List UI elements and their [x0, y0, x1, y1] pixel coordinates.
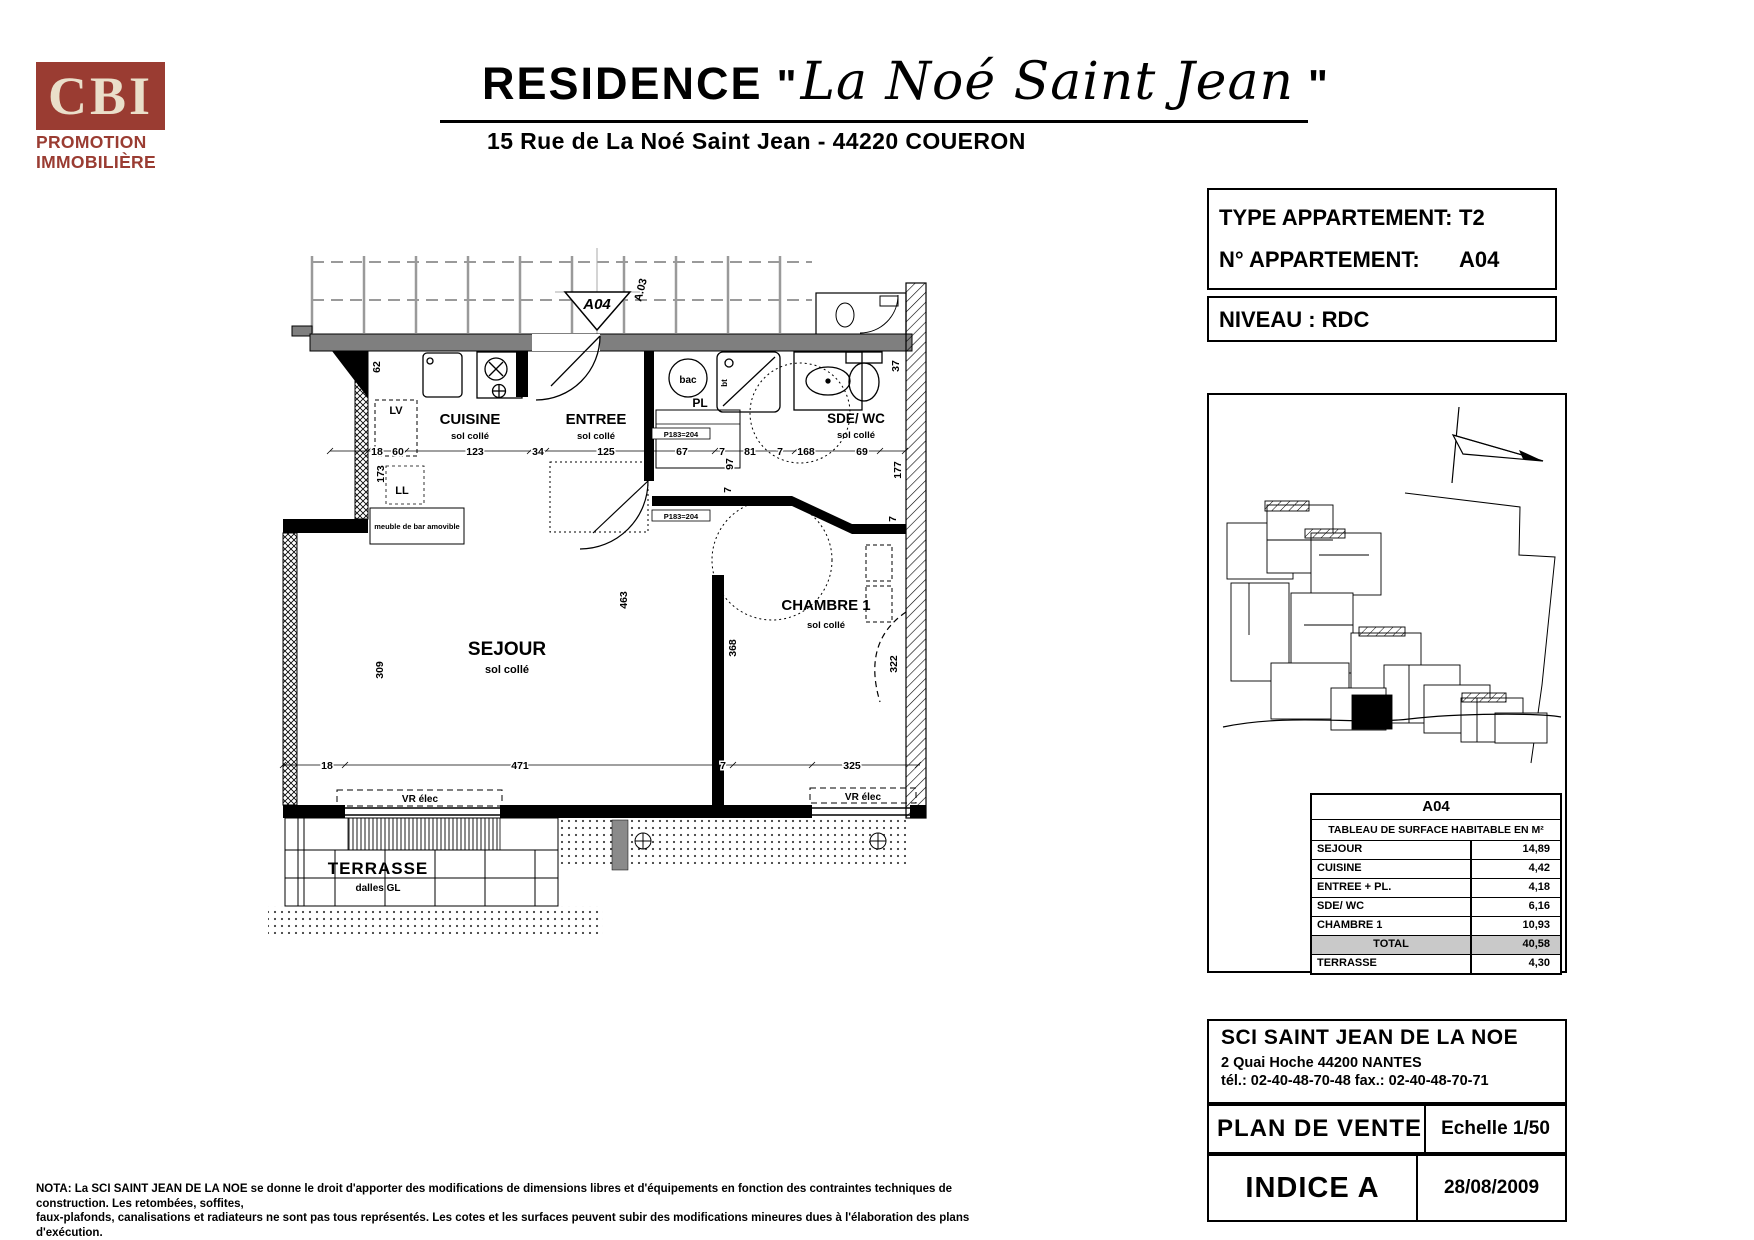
residence-address: 15 Rue de La Noé Saint Jean - 44220 COUERON [487, 128, 1026, 154]
dim: 177 [892, 461, 904, 479]
surface-table [1310, 793, 1562, 975]
residence-title [482, 52, 1332, 112]
row-value: 40,58 [1522, 938, 1550, 950]
right-wall [906, 283, 926, 818]
doc-indice: INDICE A [1209, 1156, 1418, 1220]
room-terrasse: TERRASSE [327, 859, 429, 878]
room-cuisine-floor: sol collé [450, 431, 490, 442]
firm-box [1207, 1019, 1567, 1104]
tub-label: bac [679, 375, 697, 386]
title-residence: RESIDENCE [482, 58, 763, 109]
dim: 7 [720, 760, 726, 772]
dim: 97 [724, 458, 736, 470]
dim: 67 [676, 446, 688, 458]
highlighted-unit-a04 [1352, 695, 1392, 729]
row-value: 4,18 [1528, 881, 1550, 893]
nota-line1: NOTA: La SCI SAINT JEAN DE LA NOE se donne le droit d'apporter des modifications de dimensions libres et d'équipements en fonction des contraintes techniques de construction. Les retombées, soffites, [36, 1183, 953, 1210]
dim: 368 [727, 639, 739, 657]
left-wall-upper [355, 351, 368, 519]
roller-shutter-label: VR élec [844, 792, 882, 803]
top-wall [310, 334, 912, 351]
table-row [1312, 955, 1560, 973]
room-sde-wc-floor: sol collé [836, 430, 876, 441]
room-entree-floor: sol collé [576, 431, 616, 442]
kitchen-sink [423, 353, 462, 397]
dim: 37 [890, 360, 902, 372]
dim: 471 [511, 760, 529, 772]
room-sde-wc: SDE/ WC [827, 411, 885, 426]
dim: 325 [843, 760, 861, 772]
bay-threshold [348, 818, 500, 850]
number-label: N° APPARTEMENT: [1219, 246, 1420, 272]
title-close-quote: " [1307, 61, 1328, 108]
firm-name: SCI SAINT JEAN DE LA NOE [1221, 1026, 1519, 1049]
title-apartment-name: La Noé Saint Jean [800, 52, 1294, 112]
dim: 34 [532, 446, 544, 458]
row-value: 14,89 [1522, 843, 1550, 855]
firm-address: 2 Quai Hoche 44200 NANTES [1221, 1055, 1422, 1071]
title-open-quote: " [776, 61, 797, 108]
dim: 18 [321, 760, 333, 772]
north-arrow-icon [1452, 407, 1543, 483]
dim: 173 [375, 465, 387, 483]
surface-table-subtitle: TABLEAU DE SURFACE HABITABLE EN M² [1312, 820, 1560, 841]
level-box: NIVEAU : RDC [1207, 296, 1557, 342]
nota-text [36, 1182, 976, 1240]
row-value: 10,93 [1522, 919, 1550, 931]
dim: 309 [374, 661, 386, 679]
surface-table-unit: A04 [1312, 795, 1560, 820]
logo-subtitle-line1: PROMOTION [36, 132, 147, 152]
exterior-band-bottom [268, 906, 603, 934]
type-label: TYPE APPARTEMENT: [1219, 205, 1453, 231]
door-tag: P183=204 [663, 512, 699, 521]
site-buildings [1223, 493, 1561, 763]
dim: 7 [719, 446, 725, 458]
closet-label: PL [692, 396, 708, 410]
dim: 18 [371, 446, 383, 458]
plan-de-vente-row [1207, 1104, 1567, 1154]
dim: 62 [371, 361, 383, 373]
firm-contacts: tél.: 02-40-48-70-48 fax.: 02-40-48-70-71 [1221, 1073, 1489, 1089]
dim: 60 [392, 446, 404, 458]
room-chambre: CHAMBRE 1 [781, 597, 871, 614]
table-row-total [1312, 936, 1560, 955]
dim: 7 [722, 487, 734, 493]
dim: 81 [744, 446, 756, 458]
row-label: CUISINE [1312, 860, 1472, 878]
room-sejour: SEJOUR [467, 639, 547, 660]
logo-subtitle-line2: IMMOBILIÈRE [36, 152, 156, 172]
dim: 322 [888, 655, 900, 673]
room-sejour-floor: sol collé [484, 664, 530, 676]
row-value: 4,30 [1528, 957, 1550, 969]
doc-date: 28/08/2009 [1443, 1177, 1540, 1198]
dishwasher-label: LV [389, 405, 403, 417]
survey-marker-icon [870, 833, 886, 849]
neighbor-cell [816, 293, 906, 337]
row-label: ENTREE + PL. [1312, 879, 1472, 897]
row-value: 6,16 [1528, 900, 1550, 912]
room-entree: ENTREE [565, 411, 627, 428]
pillar [612, 820, 628, 870]
neighbor-balcony-grid [312, 256, 812, 333]
cbi-logo-text: CBI [47, 66, 154, 126]
cbi-logo [36, 62, 165, 130]
floor-plan [250, 240, 950, 940]
row-label: TERRASSE [1312, 955, 1472, 973]
dim: 7 [777, 446, 783, 458]
dim: 125 [597, 446, 615, 458]
shower-tray-label: bt [720, 379, 729, 387]
unit-marker-label: A04 [583, 296, 611, 313]
neighbor-unit-label: A.03 [632, 277, 650, 303]
room-cuisine: CUISINE [439, 411, 501, 428]
unit-marker [555, 248, 650, 334]
dim: 7 [887, 516, 899, 522]
apartment-type-row [1219, 205, 1555, 231]
doc-scale: Echelle 1/50 [1441, 1118, 1550, 1139]
survey-marker-icon [635, 833, 651, 849]
room-chambre-floor: sol collé [806, 620, 846, 631]
washing-machine-label: LL [395, 485, 409, 497]
room-terr asse-floor: dalles GL [355, 883, 401, 894]
row-label: SEJOUR [1312, 841, 1472, 859]
dim: 463 [618, 591, 630, 609]
doc-type: PLAN DE VENTE [1209, 1106, 1426, 1152]
dim: 168 [797, 446, 815, 458]
indice-row [1207, 1154, 1567, 1222]
left-wall-lower [283, 533, 297, 805]
table-row [1312, 860, 1560, 879]
row-label: TOTAL [1312, 936, 1472, 954]
dim: 69 [856, 446, 868, 458]
dim: 123 [466, 446, 484, 458]
apartment-number-row [1219, 247, 1555, 273]
row-label: SDE/ WC [1312, 898, 1472, 916]
row-value: 4,42 [1528, 862, 1550, 874]
row-label: CHAMBRE 1 [1312, 917, 1472, 935]
table-row [1312, 879, 1560, 898]
table-row [1312, 841, 1560, 860]
bar-unit-label: meuble de bar amovible [374, 522, 460, 531]
title-rule [440, 120, 1308, 123]
nota-line2: faux-plafonds, canalisations et radiateurs ne sont pas tous représentés. Les cotes et les surfaces peuvent subir des modifications mineures dues à l'élaboration des plans d'exécution. [36, 1212, 970, 1239]
apartment-info-box [1207, 188, 1557, 290]
wc-tank [846, 352, 882, 363]
table-row [1312, 917, 1560, 936]
wc-toilet [849, 363, 879, 401]
number-value: A04 [1459, 246, 1500, 272]
door-tag: P183=204 [663, 430, 699, 439]
type-value: T2 [1459, 205, 1485, 231]
roller-shutter-label: VR élec [401, 794, 439, 805]
table-row [1312, 898, 1560, 917]
